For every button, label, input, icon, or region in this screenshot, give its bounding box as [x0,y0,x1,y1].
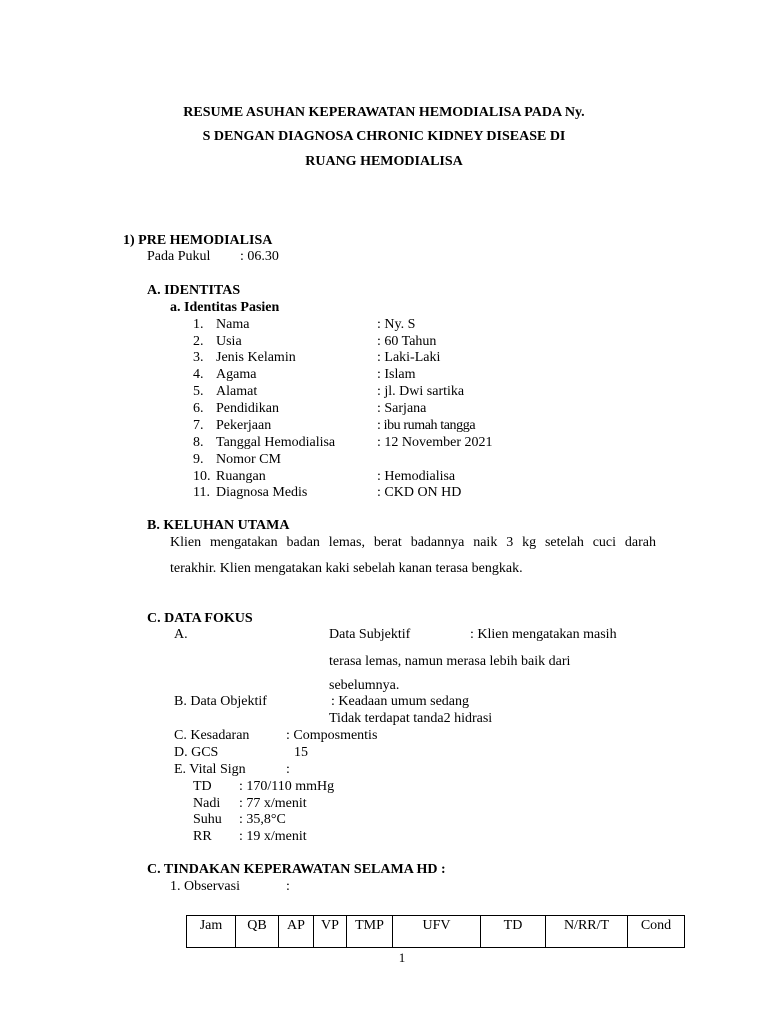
identitas-item-value: : CKD ON HD [377,485,462,500]
identitas-item-label: Pekerjaan [216,418,272,433]
data-subjektif-line-2: terasa lemas, namun merasa lebih baik dari [329,654,571,669]
observasi-label: 1. Observasi [170,879,240,894]
identitas-item-number: 8. [193,435,204,450]
identitas-item-value: : Hemodialisa [377,469,456,484]
identitas-item-number: 11. [193,485,210,500]
table-header-cell: TMP [347,916,393,948]
identitas-item-label: Nomor CM [216,452,281,467]
vital-sign-item-label: RR [193,829,212,844]
gcs-label: D. GCS [174,745,219,760]
table-header-cell: AP [279,916,314,948]
identitas-item-label: Diagnosa Medis [216,485,308,500]
table-header-cell: Cond [628,916,685,948]
data-objektif-line-2: Tidak terdapat tanda2 hidrasi [329,711,493,726]
vital-sign-item-value: : 35,8°C [239,812,286,827]
identitas-item-number: 2. [193,334,204,349]
data-subjektif-label: Data Subjektif [329,627,411,642]
identitas-item-number: 1. [193,317,204,332]
vital-sign-label: E. Vital Sign [174,762,246,777]
identitas-item-label: Nama [216,317,250,332]
data-fokus-heading: C. DATA FOKUS [147,611,253,626]
vital-sign-item-value: : 170/110 mmHg [239,779,335,794]
identitas-item-number: 3. [193,350,204,365]
data-objektif-value: : Keadaan umum sedang [331,694,470,709]
table-header-cell: Jam [187,916,236,948]
data-fokus-a-label: A. [174,627,188,642]
identitas-item-value: : 12 November 2021 [377,435,493,450]
keluhan-text-line-1: Klien mengatakan badan lemas, berat badannya naik 3 kg setelah cuci darah [170,535,656,550]
kesadaran-value: : Composmentis [286,728,378,743]
observasi-colon: : [286,879,290,894]
identitas-item-value: : Ny. S [377,317,416,332]
document-title-line-1: RESUME ASUHAN KEPERAWATAN HEMODIALISA PADA Ny. [183,105,585,120]
identitas-item-label: Agama [216,367,257,382]
kesadaran-label: C. Kesadaran [174,728,250,743]
table-header-row [187,916,685,948]
identitas-item-number: 10. [193,469,211,484]
identitas-item-label: Tanggal Hemodialisa [216,435,336,450]
identitas-item-number: 4. [193,367,204,382]
identitas-item-value: : 60 Tahun [377,334,437,349]
time-value: : 06.30 [240,249,279,264]
identitas-item-value: : ibu rumah tangga [377,418,476,433]
vital-sign-item-label: TD [193,779,212,794]
identitas-item-label: Pendidikan [216,401,279,416]
identitas-item-value: : Islam [377,367,416,382]
keluhan-heading: B. KELUHAN UTAMA [147,518,290,533]
tindakan-heading: C. TINDAKAN KEPERAWATAN SELAMA HD : [147,862,446,877]
section-pre-hemodialisa-heading: 1) PRE HEMODIALISA [123,233,273,248]
table-header-cell: QB [236,916,279,948]
vital-sign-colon: : [286,762,290,777]
identitas-item-value: : jl. Dwi sartika [377,384,465,399]
identitas-item-number: 6. [193,401,204,416]
identitas-item-value: : Laki-Laki [377,350,441,365]
table-header-cell: UFV [393,916,481,948]
data-objektif-label: B. Data Objektif [174,694,267,709]
identitas-heading: A. IDENTITAS [147,283,241,298]
vital-sign-item-label: Suhu [193,812,222,827]
document-title-line-3: RUANG HEMODIALISA [305,154,463,169]
page-number: 1 [398,950,406,965]
identitas-item-number: 7. [193,418,204,433]
identitas-item-number: 5. [193,384,204,399]
observation-table [186,915,685,948]
identitas-pasien-subheading: a. Identitas Pasien [170,300,280,315]
gcs-value: 15 [294,745,308,760]
table-header-cell: VP [314,916,347,948]
identitas-item-label: Usia [216,334,242,349]
data-subjektif-line-3: sebelumnya. [329,678,400,693]
identitas-item-label: Ruangan [216,469,266,484]
table-header-cell: N/RR/T [546,916,628,948]
identitas-item-value: : Sarjana [377,401,427,416]
identitas-item-label: Jenis Kelamin [216,350,296,365]
table-header-cell: TD [481,916,546,948]
identitas-item-label: Alamat [216,384,258,399]
data-subjektif-value: : Klien mengatakan masih [470,627,617,642]
time-label: Pada Pukul [147,249,211,264]
identitas-item-number: 9. [193,452,204,467]
vital-sign-item-value: : 19 x/menit [239,829,307,844]
vital-sign-item-value: : 77 x/menit [239,796,307,811]
keluhan-text-line-2: terakhir. Klien mengatakan kaki sebelah kanan terasa bengkak. [170,561,523,576]
vital-sign-item-label: Nadi [193,796,221,811]
document-title-line-2: S DENGAN DIAGNOSA CHRONIC KIDNEY DISEASE DI [202,129,566,144]
